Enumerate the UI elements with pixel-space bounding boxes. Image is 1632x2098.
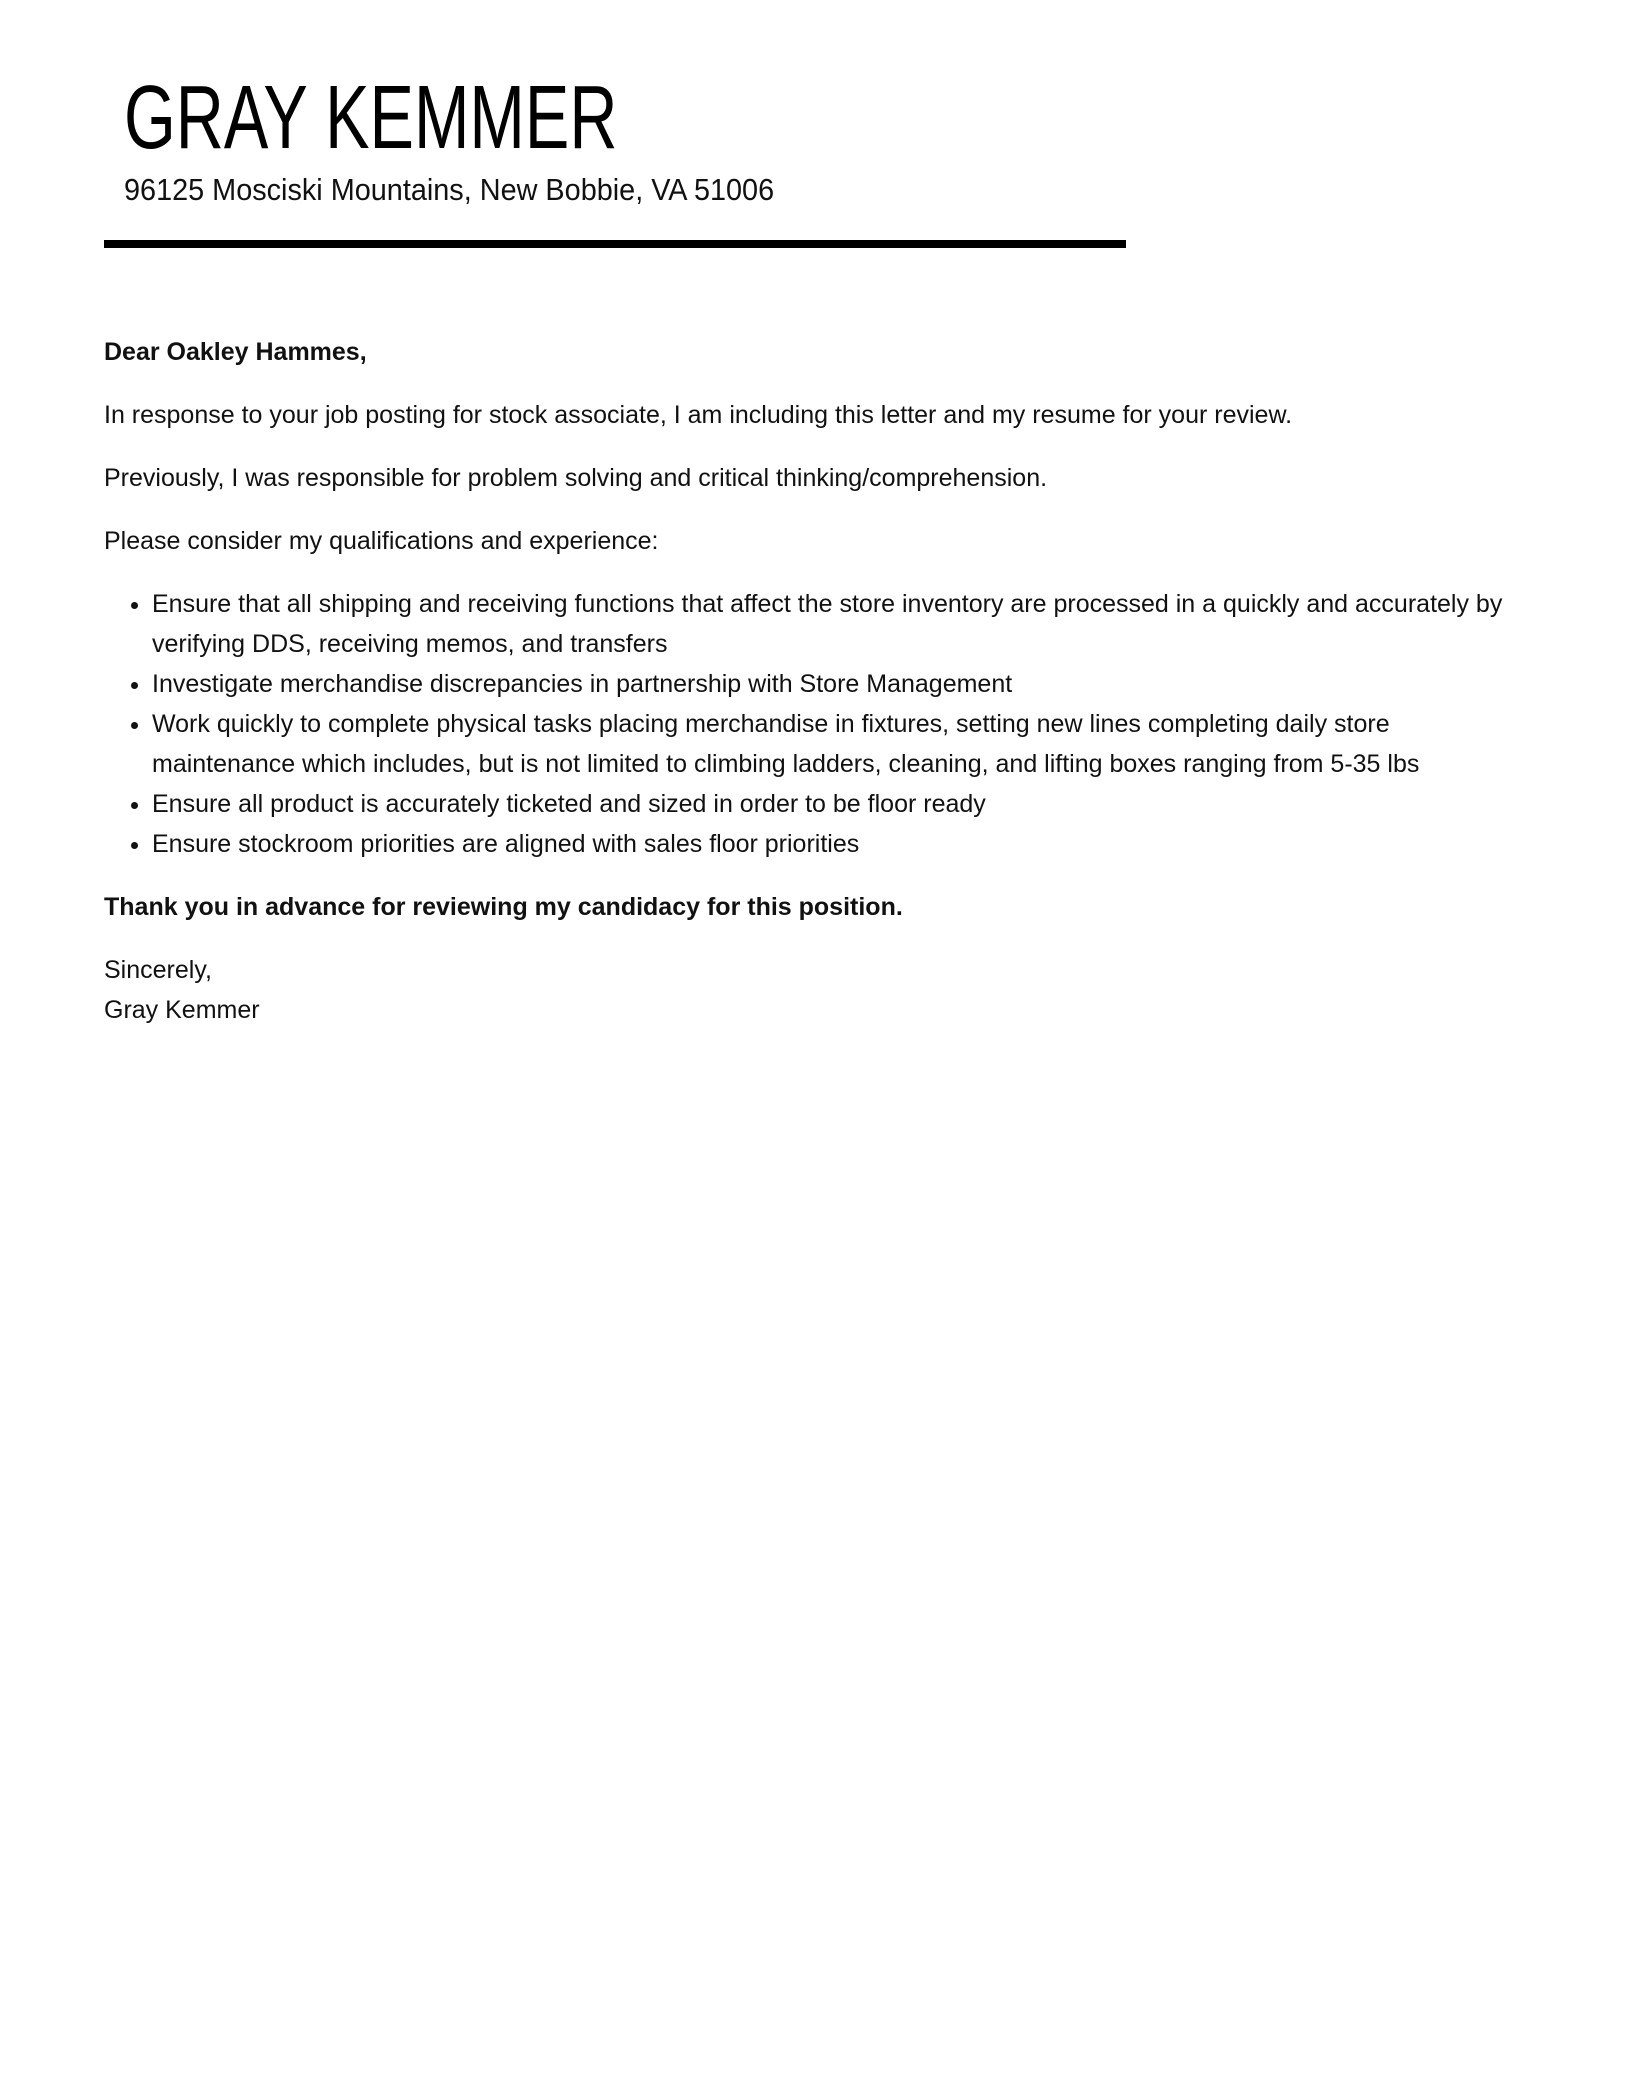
- applicant-name: GRAY KEMMER: [124, 68, 618, 168]
- signature: Gray Kemmer: [104, 996, 260, 1024]
- applicant-address: 96125 Mosciski Mountains, New Bobbie, VA 51006: [124, 172, 775, 207]
- list-item: • Ensure that all shipping and receiving functions that affect the store inventory are processed in a quickly and accurately by verifying DDS, receiving memos, and transfers: [152, 584, 1524, 664]
- list-item: • Work quickly to complete physical tasks placing merchandise in fixtures, setting new lines completing daily store maintenance which includes, but is not limited to climbing ladders, cleaning, and lifting boxes ranging from 5-35 lbs: [152, 704, 1524, 784]
- signoff: Sincerely,: [104, 956, 212, 984]
- signoff-block: [104, 950, 1524, 1030]
- list-item: • Ensure all product is accurately ticketed and sized in order to be floor ready: [152, 784, 1524, 824]
- list-item: • Ensure stockroom priorities are aligned with sales floor priorities: [152, 824, 1524, 864]
- paragraph-qualifications: Please consider my qualifications and experience:: [104, 527, 659, 555]
- qualifications-list: [104, 584, 1524, 864]
- paragraph-intro: In response to your job posting for stock associate, I am including this letter and my resume for your review.: [104, 401, 1293, 429]
- closing-line: Thank you in advance for reviewing my candidacy for this position.: [104, 893, 903, 921]
- paragraph-previous: Previously, I was responsible for problem solving and critical thinking/comprehension.: [104, 464, 1048, 492]
- list-item: • Investigate merchandise discrepancies in partnership with Store Management: [152, 664, 1524, 704]
- letter-body: [104, 332, 1524, 1030]
- header-divider: [104, 240, 1126, 248]
- salutation: Dear Oakley Hammes,: [104, 338, 367, 366]
